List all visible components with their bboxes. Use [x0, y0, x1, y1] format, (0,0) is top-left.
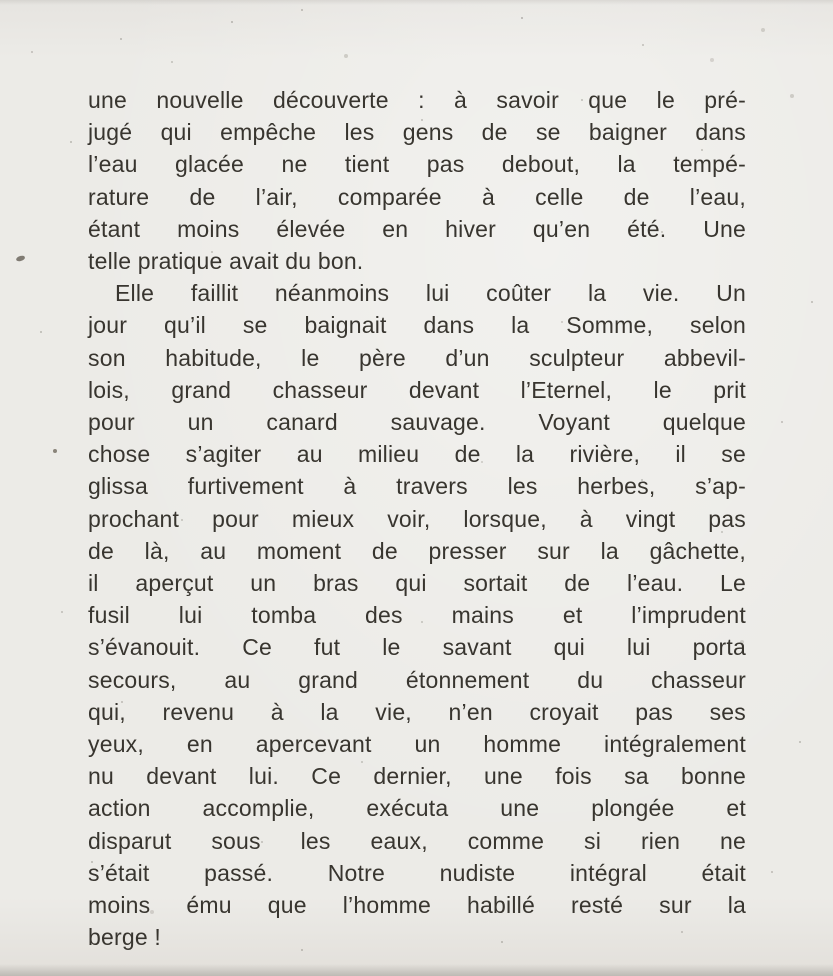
- text-line: qui, revenu à la vie, n’en croyait pas ses: [88, 698, 746, 725]
- text-line: pour un canard sauvage. Voyant quelque: [88, 409, 746, 436]
- ink-speck-left-margin: [16, 255, 26, 262]
- text-line: nu devant lui. Ce dernier, une fois sa bonne: [88, 763, 746, 790]
- text-line: moins ému que l’homme habillé resté sur la: [88, 892, 746, 919]
- text-line: rature de l’air, comparée à celle de l’eau,: [88, 183, 746, 210]
- text-line: action accomplie, exécuta une plongée et: [88, 795, 746, 822]
- text-line: son habitude, le père d’un sculpteur abbevil-: [88, 344, 746, 371]
- text-line: il aperçut un bras qui sortait de l’eau. Le: [88, 570, 746, 597]
- paragraph-2: [88, 277, 746, 953]
- text-line: berge !: [88, 924, 162, 951]
- text-line: s’était passé. Notre nudiste intégral était: [88, 859, 746, 886]
- text-line: chose s’agiter au milieu de la rivière, il se: [88, 441, 746, 468]
- paragraph-1: [88, 84, 746, 277]
- text-line: une nouvelle découverte : à savoir que le pré-: [88, 87, 746, 113]
- body-text: [88, 84, 746, 953]
- text-line: étant moins élevée en hiver qu’en été. Une: [88, 215, 746, 242]
- stray-dot-left-margin: [53, 449, 57, 453]
- text-line: s’évanouit. Ce fut le savant qui lui porta: [88, 634, 746, 661]
- text-line: jugé qui empêche les gens de se baigner dans: [88, 119, 746, 146]
- page-top-shadow: [0, 0, 833, 5]
- text-line: telle pratique avait du bon.: [88, 248, 364, 275]
- text-line: l’eau glacée ne tient pas debout, la tempé-: [88, 151, 746, 178]
- text-line: de là, au moment de presser sur la gâchette,: [88, 537, 746, 564]
- paper-speckles: [0, 0, 2, 2]
- text-line: jour qu’il se baignait dans la Somme, selon: [88, 312, 746, 339]
- text-line: glissa furtivement à travers les herbes, s’ap-: [88, 473, 746, 500]
- text-line: fusil lui tomba des mains et l’imprudent: [88, 602, 746, 629]
- text-line: yeux, en apercevant un homme intégralement: [88, 731, 746, 758]
- page-bottom-shadow: [0, 964, 833, 976]
- text-line: Elle faillit néanmoins lui coûter la vie. Un: [115, 280, 746, 307]
- text-line: disparut sous les eaux, comme si rien ne: [88, 827, 746, 854]
- text-line: lois, grand chasseur devant l’Eternel, le prit: [88, 376, 746, 403]
- text-line: secours, au grand étonnement du chasseur: [88, 666, 746, 693]
- text-line: prochant pour mieux voir, lorsque, à vingt pas: [88, 505, 746, 532]
